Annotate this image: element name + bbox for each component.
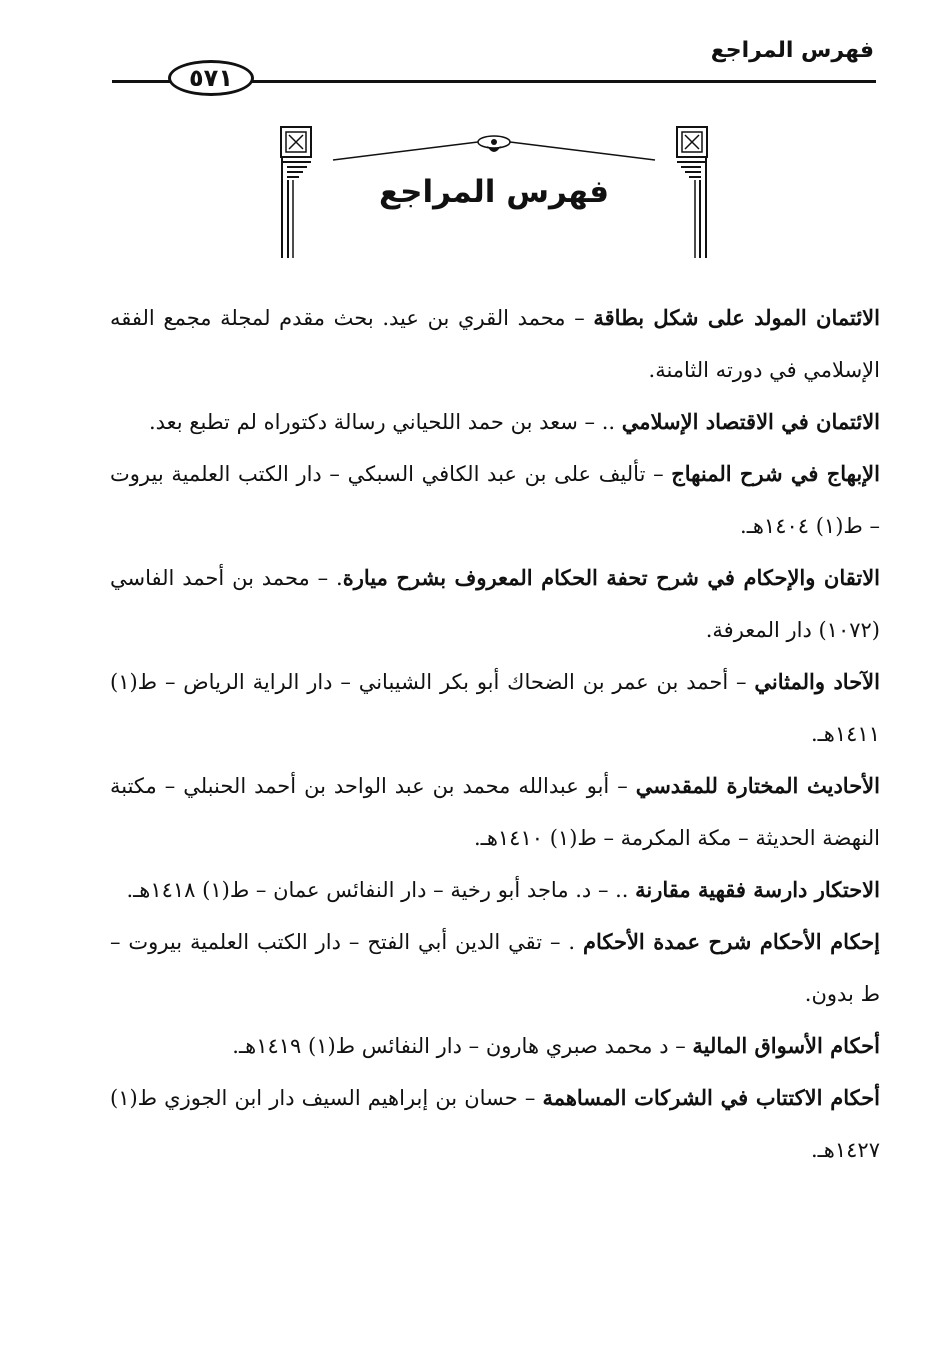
reference-entry: [110, 396, 880, 448]
reference-details: – د محمد صبري هارون – دار النفائس ط(١) ١٤١٩هـ.: [232, 1034, 693, 1058]
reference-details: – حسان بن إبراهيم السيف دار ابن الجوزي ط(١) ١٤٢٧هـ.: [110, 1086, 880, 1162]
reference-title: أحكام الأسواق المالية: [692, 1033, 880, 1058]
reference-entry: [110, 552, 880, 656]
reference-details: . – محمد بن أحمد الفاسي (١٠٧٢) دار المعرفة.: [110, 566, 880, 642]
reference-details: . – تقي الدين أبي الفتح – دار الكتب العلمية بيروت – ط بدون.: [110, 930, 880, 1006]
reference-entry: [110, 916, 880, 1020]
reference-details: – محمد القري بن عيد. بحث مقدم لمجلة مجمع الفقه الإسلامي في دورته الثامنة.: [110, 306, 880, 382]
title-frame: [278, 122, 710, 262]
references-list: [110, 292, 880, 1176]
reference-entry: [110, 760, 880, 864]
reference-title: الاتقان والإحكام في شرح تحفة الحكام المعروف بشرح ميارة: [342, 565, 881, 590]
reference-title: الآحاد والمثاني: [754, 669, 880, 694]
frame-title: فهرس المراجع: [378, 174, 610, 210]
reference-details: .. – سعد بن حمد اللحياني رسالة دكتوراه لم تطبع بعد.: [148, 410, 622, 434]
reference-entry: [110, 864, 880, 916]
page-number-badge: ٥٧١: [168, 60, 254, 96]
reference-title: الإبهاج في شرح المنهاج: [671, 461, 880, 486]
reference-entry: [110, 448, 880, 552]
running-header-title: فهرس المراجع: [710, 38, 874, 63]
reference-entry: [110, 656, 880, 760]
reference-entry: [110, 1072, 880, 1176]
reference-details: – أحمد بن عمر بن الضحاك أبو بكر الشيباني – دار الراية الرياض – ط(١) ١٤١١هـ.: [110, 670, 880, 746]
reference-title: الأحاديث المختارة للمقدسي: [635, 773, 880, 798]
reference-details: – أبو عبدالله محمد بن عبد الواحد بن أحمد الحنبلي – مكتبة النهضة الحديثة – مكة المكرمة – ط(١) ١٤١٠هـ.: [110, 774, 880, 850]
reference-entry: [110, 1020, 880, 1072]
reference-title: الائتمان في الاقتصاد الإسلامي: [621, 409, 880, 434]
reference-details: – تأليف على بن عبد الكافي السبكي – دار الكتب العلمية بيروت – ط(١) ١٤٠٤هـ.: [110, 462, 880, 538]
reference-title: أحكام الاكتتاب في الشركات المساهمة: [542, 1085, 881, 1110]
reference-title: الائتمان المولد على شكل بطاقة: [593, 305, 880, 330]
reference-title: إحكام الأحكام شرح عمدة الأحكام: [582, 929, 880, 954]
reference-entry: [110, 292, 880, 396]
reference-details: .. – د. ماجد أبو رخية – دار النفائس عمان – ط(١) ١٤١٨هـ.: [126, 878, 636, 902]
reference-title: الاحتكار دارسة فقهية مقارنة: [635, 877, 880, 902]
